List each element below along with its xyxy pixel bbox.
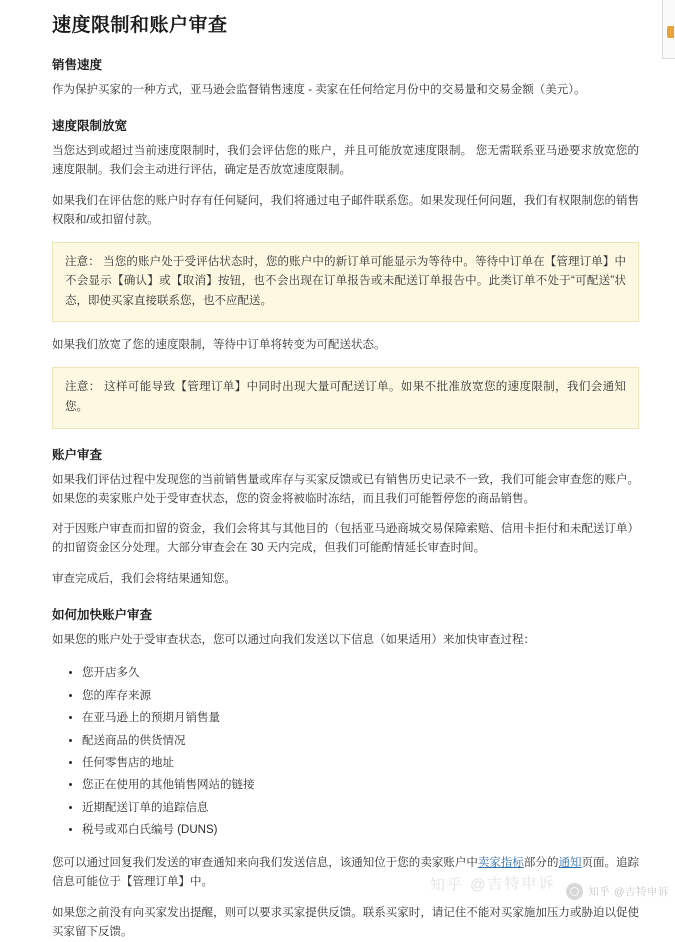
note-box: 注意： 当您的账户处于受评估状态时，您的账户中的新订单可能显示为等待中。等待中订单在【管理订单】中不会显示【确认】或【取消】按钮，也不会出现在订单报告或未配送订单报告中。此类订单不处于“可配送”状态，即使买家直接联系您，也不应配送。 bbox=[52, 242, 639, 323]
note-box: 注意： 这样可能导致【管理订单】中同时出现大量可配送订单。如果不批准放宽您的速度限制，我们会通知您。 bbox=[52, 367, 639, 428]
watermark-logo-icon bbox=[566, 883, 583, 900]
list-item: • 税号或邓白氏编号 (DUNS) bbox=[82, 819, 639, 841]
list-item: • 您正在使用的其他销售网站的链接 bbox=[82, 774, 639, 796]
closing-text-part3: 页面。追踪信息可能位于【管理订单】中。 bbox=[52, 856, 640, 888]
list-item: • 在亚马逊上的预期月销售量 bbox=[82, 707, 639, 729]
paragraph: 如果我们在评估您的账户时存有任何疑问，我们将通过电子邮件联系您。如果发现任何问题，我们有权限制您的销售权限和/或扣留付款。 bbox=[52, 194, 639, 226]
closing-text-part1: 您可以通过回复我们发送的审查通知来向我们发送信息，该通知位于您的卖家账户中 bbox=[52, 856, 478, 869]
watermark-ghost-text: 知乎 @吉特申诉 bbox=[429, 874, 556, 895]
page-edge-strip bbox=[662, 0, 675, 59]
closing-text-part2: 部分的 bbox=[523, 856, 559, 869]
watermark bbox=[566, 883, 669, 900]
bullet-list bbox=[52, 662, 639, 841]
paragraph: 如果我们放宽了您的速度限制，等待中订单将转变为可配送状态。 bbox=[52, 339, 386, 352]
watermark-text: 知乎 @吉特申诉 bbox=[588, 886, 669, 898]
section-heading-velocity-limit-relaxation: 速度限制放宽 bbox=[52, 118, 128, 133]
paragraph: 如果您之前没有向买家发出提醒，则可以要求买家提供反馈。联系买家时，请记住不能对买家施加压力或胁迫以促使买家留下反馈。 bbox=[52, 906, 639, 938]
list-item: • 近期配送订单的追踪信息 bbox=[82, 797, 639, 819]
seller-metrics-link[interactable]: 卖家指标 bbox=[477, 856, 524, 869]
section-heading-sales-velocity: 销售速度 bbox=[52, 58, 103, 72]
paragraph: 对于因账户审查而扣留的资金，我们会将其与其他目的（包括亚马逊商城交易保障索赔、信用卡拒付和未配送订单）的扣留资金区分处理。大部分审查会在 30 天内完成，但我们可能酌情延长审查时间。 bbox=[52, 523, 639, 555]
list-item: • 配送商品的供货情况 bbox=[82, 730, 639, 752]
list-item: • 您的库存来源 bbox=[82, 685, 639, 707]
notifications-link[interactable]: 通知 bbox=[558, 856, 582, 869]
paragraph: 如果我们评估过程中发现您的当前销售量或库存与买家反馈或已有销售历史记录不一致，我们可能会审查您的账户。如果您的卖家账户处于受审查状态，您的资金将被临时冻结，而且我们可能暂停您的商品销售。 bbox=[52, 473, 639, 505]
paragraph: 当您达到或超过当前速度限制时，我们会评估您的账户，并且可能放宽速度限制。 您无需联系亚马逊要求放宽您的速度限制。我们会主动进行评估，确定是否放宽速度限制。 bbox=[52, 144, 639, 176]
paragraph: 如果您的账户处于受审查状态，您可以通过向我们发送以下信息（如果适用）来加快审查过程： bbox=[52, 634, 535, 647]
paragraph: 审查完成后，我们会将结果通知您。 bbox=[52, 573, 236, 586]
paragraph: 作为保护买家的一种方式，亚马逊会监督销售速度 - 卖家在任何给定月份中的交易量和交易金额（美元）。 bbox=[52, 84, 586, 96]
page-title: 速度限制和账户审查 bbox=[52, 15, 228, 36]
list-item: • 您开店多久 bbox=[82, 662, 639, 684]
bookmark-tab-icon[interactable] bbox=[667, 26, 674, 38]
section-heading-speed-up-review: 如何加快账户审查 bbox=[52, 608, 153, 623]
section-heading-account-review: 账户审查 bbox=[52, 447, 103, 462]
list-item: • 任何零售店的地址 bbox=[82, 752, 639, 774]
